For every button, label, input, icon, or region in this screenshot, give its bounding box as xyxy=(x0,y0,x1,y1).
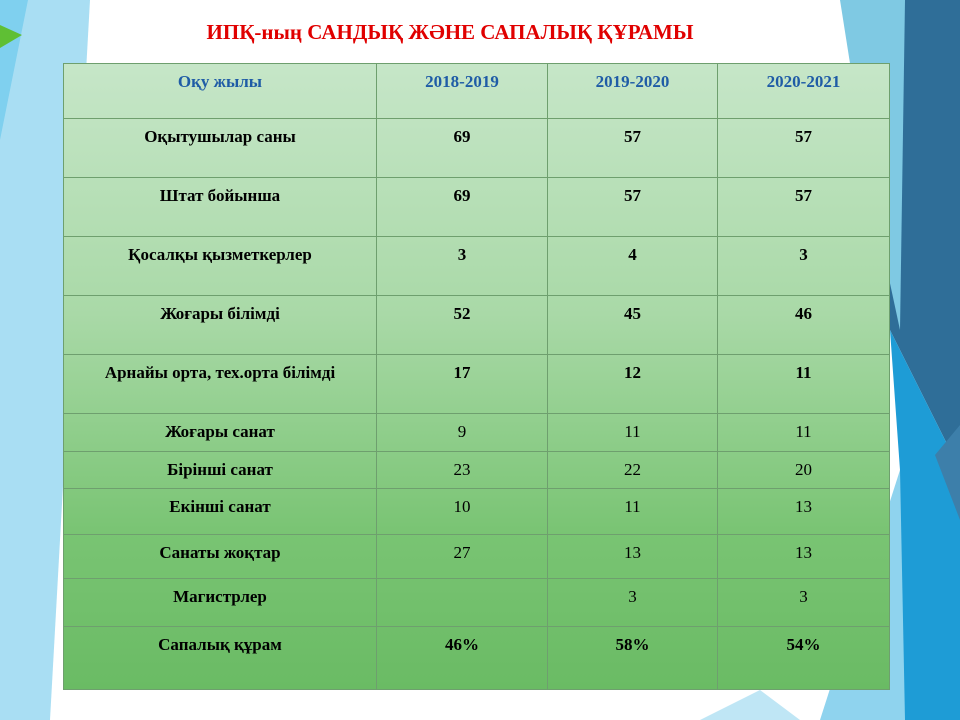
table-row xyxy=(64,296,890,355)
cell-value: 57 xyxy=(548,119,718,178)
cell-value: 20 xyxy=(718,452,890,489)
header-academic-year: Оқу жылы xyxy=(64,64,377,119)
row-label: Жоғары санат xyxy=(64,414,377,452)
cell-value: 69 xyxy=(377,178,548,237)
table-row xyxy=(64,237,890,296)
cell-value: 57 xyxy=(718,178,890,237)
staff-table xyxy=(63,63,890,690)
table-row xyxy=(64,627,890,690)
cell-value: 52 xyxy=(377,296,548,355)
cell-value: 12 xyxy=(548,355,718,414)
table-row xyxy=(64,119,890,178)
cell-value: 11 xyxy=(548,489,718,535)
cell-value: 27 xyxy=(377,535,548,579)
cell-value xyxy=(377,579,548,627)
table-row xyxy=(64,535,890,579)
header-2018-2019: 2018-2019 xyxy=(377,64,548,119)
page-title: ИПҚ-ның САНДЫҚ ЖӘНЕ САПАЛЫҚ ҚҰРАМЫ xyxy=(206,20,694,44)
row-label: Екінші санат xyxy=(64,489,377,535)
row-label: Жоғары білімді xyxy=(64,296,377,355)
cell-value: 69 xyxy=(377,119,548,178)
table-row xyxy=(64,178,890,237)
cell-value: 3 xyxy=(377,237,548,296)
cell-value: 11 xyxy=(548,414,718,452)
cell-value: 4 xyxy=(548,237,718,296)
row-label: Магистрлер xyxy=(64,579,377,627)
cell-value: 3 xyxy=(718,237,890,296)
row-label: Сапалық құрам xyxy=(64,627,377,690)
cell-value: 13 xyxy=(718,489,890,535)
cell-value: 17 xyxy=(377,355,548,414)
cell-value: 57 xyxy=(718,119,890,178)
cell-value: 11 xyxy=(718,355,890,414)
table-row xyxy=(64,489,890,535)
row-label: Бірінші санат xyxy=(64,452,377,489)
cell-value: 9 xyxy=(377,414,548,452)
cell-value: 57 xyxy=(548,178,718,237)
row-label: Санаты жоқтар xyxy=(64,535,377,579)
cell-value: 45 xyxy=(548,296,718,355)
row-label: Қосалқы қызметкерлер xyxy=(64,237,377,296)
cell-value: 22 xyxy=(548,452,718,489)
cell-value: 10 xyxy=(377,489,548,535)
header-2019-2020: 2019-2020 xyxy=(548,64,718,119)
cell-value: 58% xyxy=(548,627,718,690)
table-header-row xyxy=(64,64,890,119)
row-label: Оқытушылар саны xyxy=(64,119,377,178)
cell-value: 46% xyxy=(377,627,548,690)
cell-value: 54% xyxy=(718,627,890,690)
cell-value: 46 xyxy=(718,296,890,355)
cell-value: 23 xyxy=(377,452,548,489)
table-row xyxy=(64,414,890,452)
header-2020-2021: 2020-2021 xyxy=(718,64,890,119)
table-row xyxy=(64,579,890,627)
cell-value: 13 xyxy=(548,535,718,579)
cell-value: 11 xyxy=(718,414,890,452)
row-label: Арнайы орта, тех.орта білімді xyxy=(64,355,377,414)
table-row xyxy=(64,452,890,489)
cell-value: 3 xyxy=(548,579,718,627)
row-label: Штат бойынша xyxy=(64,178,377,237)
cell-value: 13 xyxy=(718,535,890,579)
table-row xyxy=(64,355,890,414)
cell-value: 3 xyxy=(718,579,890,627)
